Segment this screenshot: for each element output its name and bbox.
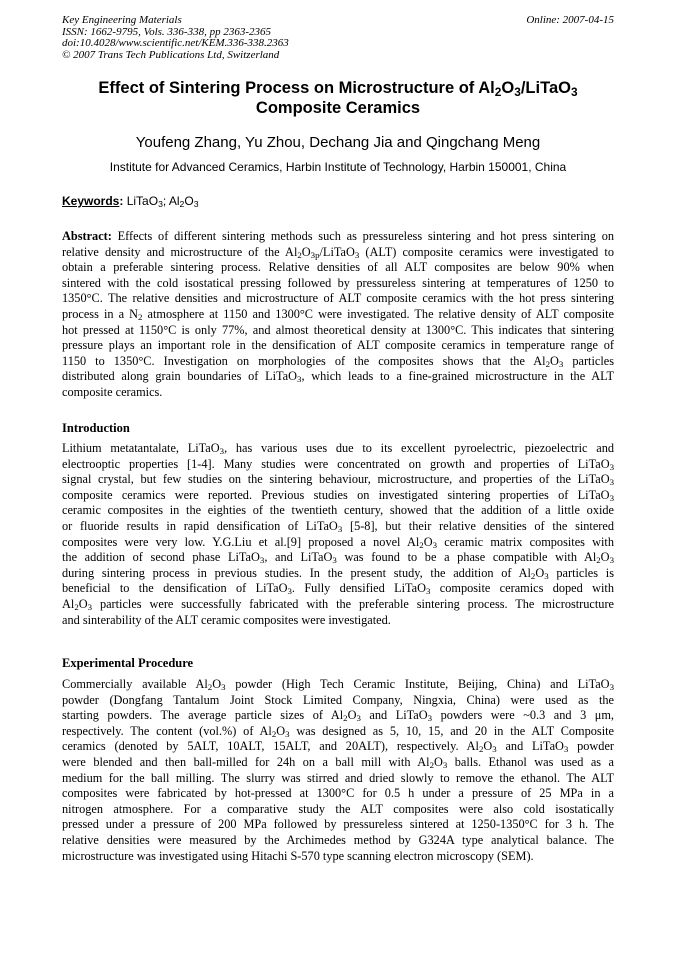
journal-line: ISSN: 1662-9795, Vols. 336-338, pp 2363-2365 <box>62 25 271 38</box>
keywords <box>62 194 198 209</box>
text-line: medium for the ball milling. The slurry was stirred and dried slowly to remove the ethanol. The ALT <box>62 770 614 785</box>
text-line: respectively. The content (vol.%) of $Al_2O_3$ was designed as 5, 10, 15, and 20 in the ALT Composite <box>62 723 614 739</box>
text-line: relative densities were measured by the Archimedes method by G324A type analytical balance. The <box>62 832 614 847</box>
text-line: composite ceramics were reported. Previous studies on investigated sintering properties of LiTaO$_3$ <box>62 487 614 503</box>
title-line: Effect of Sintering Process on Microstructure of $Al_2O_3/LiTaO_3$ <box>98 79 578 99</box>
text-line: were blended and then ball-milled for 24h on a ball mill with $Al_2O_3$ balls. Ethanol was used as a <box>62 754 614 771</box>
text-line: pressed under a pressure of 200 MPa followed by pressureless sintered at 1250-1350°C for 3 h. The <box>62 817 614 832</box>
text-line: microstructure was investigated using Hitachi S-570 type scanning electron microscopy (SEM). <box>62 848 534 863</box>
journal-line: Key Engineering Materials <box>62 14 182 26</box>
text-line: Lithium metatantalate, LiTaO$_3$, has various uses due to its excellent pyroelectric, piezoelectric and <box>62 441 614 457</box>
text-line: starting powders. The average particle sizes of $Al_2O_3$ and LiTaO$_3$ powders were ~0.3 and 3 μm, <box>62 708 614 724</box>
journal-line: © 2007 Trans Tech Publications Ltd, Switzerland <box>62 48 280 61</box>
text-line: ceramics (denoted by 5ALT, 10ALT, 15ALT, and 20ALT), respectively. $Al_2O_3$ and LiTaO$_3$ powder <box>62 739 615 755</box>
text-line: process in a $N_2$ atmosphere at 1150 and 1300°C were investigated. The relative density of ALT composite <box>62 306 614 323</box>
title-line: Composite Ceramics <box>255 99 421 117</box>
journal-line: doi:10.4028/www.scientific.net/KEM.336-338.2363 <box>62 37 289 49</box>
journal-info <box>62 15 289 61</box>
text-line: the addition of second phase LiTaO$_3$, and LiTaO$_3$ was found to be a phase compatible with $Al_2O_3$ <box>62 550 614 566</box>
text-line: pressure plays an important role in the densification of ALT composite ceramics in temperature range of <box>62 338 614 353</box>
affiliation: Institute for Advanced Ceramics, Harbin Institute of Technology, Harbin 150001, China <box>109 160 567 174</box>
keywords-label: Keywords <box>62 194 120 208</box>
introduction-heading: Introduction <box>62 421 130 435</box>
text-line: during sintering process in previous studies. In the present study, the addition of $Al_2O_3$ particles is <box>62 565 614 581</box>
text-line: signal crystal, but few studies on the sintering behaviour, microstructure, and properties of the LiTaO$_3$ <box>62 472 614 488</box>
experimental-heading: Experimental Procedure <box>62 656 194 670</box>
text-line: Abstract: Effects of different sintering methods such as pressureless sintering and hot press sintering on <box>62 229 614 243</box>
text-line: obtain a preferable sintering process. Relative densities of all ALT composites are below 90% when <box>62 260 614 275</box>
authors: Youfeng Zhang, Yu Zhou, Dechang Jia and Qingchang Meng <box>135 134 541 151</box>
text-line: composites were fabricated by hot-pressed at 1300°C for 0.5 h under a pressure of 25 MPa in a <box>62 786 614 801</box>
text-line: beneficial to the densification of LiTaO$_3$. Fully densified LiTaO$_3$ composite ceramics doped with <box>62 581 614 597</box>
online-date: Online: 2007-04-15 <box>526 14 614 26</box>
text-line: composite ceramics. <box>62 384 163 399</box>
text-line: electrooptic properties [1-4]. Many studies were concentrated on growth and properties of LiTaO$_3$ <box>62 456 614 472</box>
text-line: nitrogen atmosphere. For a comparative study the ALT composites were also cold isostatically <box>62 801 614 816</box>
text-line: 1350°C. The relative densities and microstructure of ALT composite ceramics with the hot press sintering <box>62 291 614 306</box>
text-line: powder (Dongfang Tantalum Joint Stock Limited Company, Ningxia, China) were used as the <box>62 692 614 707</box>
text-line: ceramic composites in the eighties of the twentieth century, showed that the addition of a little oxide <box>62 503 614 518</box>
text-line: or fluoride results in rapid densification of LiTaO$_3$ [5-8], but their relative densities of the sintered <box>62 518 614 535</box>
introduction-body <box>62 441 614 628</box>
text-line: Commercially available $Al_2O_3$ powder (High Tech Ceramic Institute, Beijing, China) and LiTaO$_3$ <box>62 677 614 693</box>
keywords-value: LiTaO$_3$; $Al_2O_3$ <box>126 194 199 210</box>
text-line: sintered with the cold isostatical pressing followed by pressureless sintering at temperatures of 1250 to <box>62 275 614 290</box>
paper-title <box>62 78 614 118</box>
text-line: and sinterability of the ALT ceramic composites were investigated. <box>62 612 391 627</box>
text-line: 1150 to 1350°C. Investigation on morphologies of the composites shows that the $Al_2O_3$ particles <box>62 353 614 369</box>
experimental-body <box>62 677 614 864</box>
text-line: $Al_2O_3$ particles were successfully fabricated with the preferable sintering process. The microstructure <box>62 596 614 613</box>
keywords-colon: : <box>119 194 124 208</box>
text-line: composites were very low. Y.G.Liu et al.[9] proposed a novel $Al_2O_3$ ceramic matrix composites with <box>62 534 614 550</box>
text-line: distributed along grain boundaries of LiTaO$_3$, which leads to a fine-grained microstructure in the ALT <box>62 369 614 385</box>
text-line: hot pressed at 1150°C is only 77%, and almost theoretical density at 1300°C. This indicates that sintering <box>62 322 614 337</box>
text-line: relative density and microstructure of the $Al_2O_{3p}/LiTaO_3$ (ALT) composite ceramics were investigated to <box>62 244 614 260</box>
abstract <box>62 229 614 401</box>
